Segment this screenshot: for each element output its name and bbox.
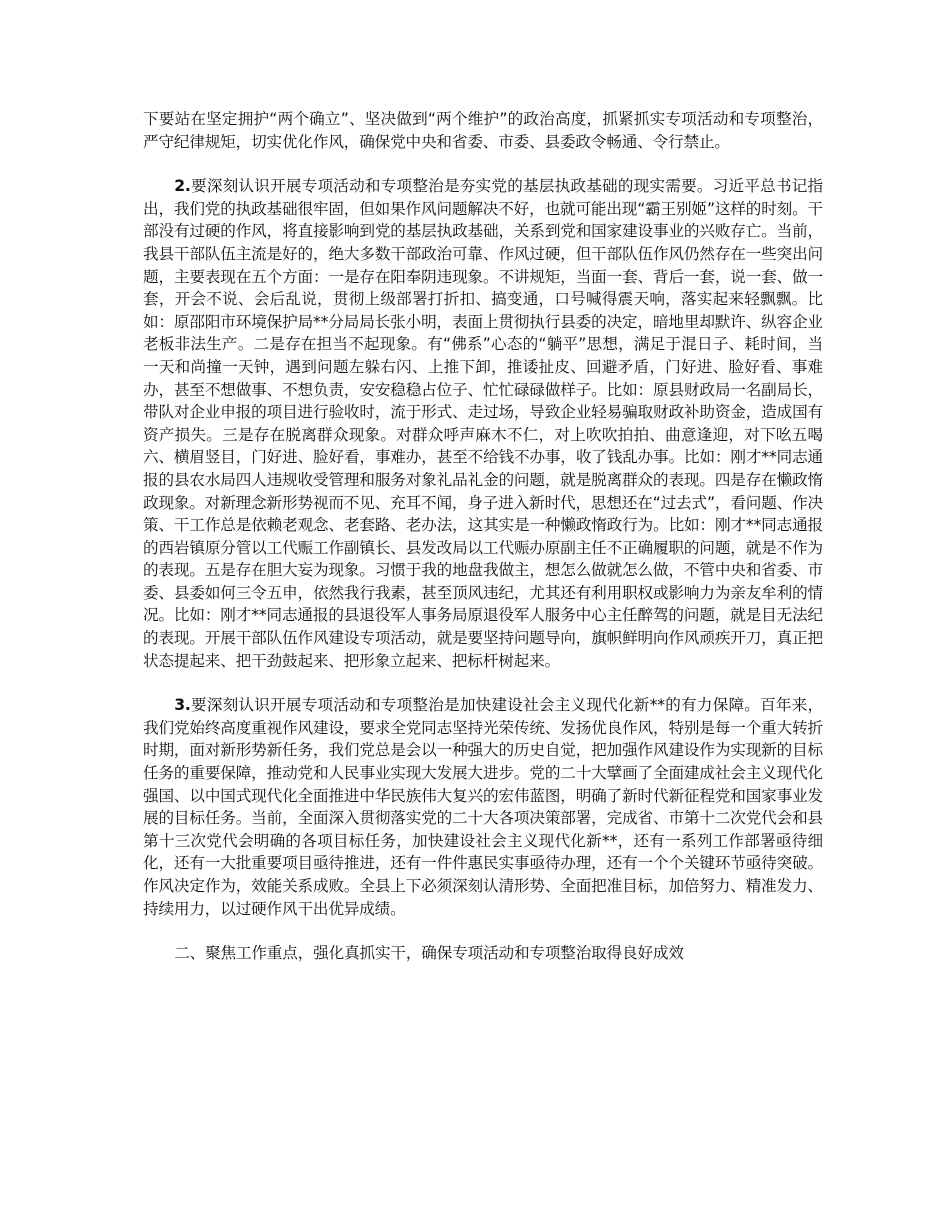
point-heading: 要深刻认识开展专项活动和专项整治是加快建设社会主义现代化新**的有力保障。 bbox=[190, 696, 761, 715]
point-body: 百年来，我们党始终高度重视作风建设，要求全党同志坚持光荣传统、发扬优良作风，特别是每一个重大转折时期，面对新形势新任务，我们党总是会以一种强大的历史自觉，把加强作风建设作为实现新的目标任务的重要保障，推动党和人民事业实现大发展大进步。党的二十大擘画了全面建成社会主义现代化强国、以中国式现代化全面推进中华民族伟大复兴的宏伟蓝图，明确了新时代新征程党和国家事业发展的目标任务。当前，全面深入贯彻落实党的二十大各项决策部署，完成省、市第十二次党代会和县第十三次党代会明确的各项目标任务，加快建设社会主义现代化新**，还有一系列工作部署亟待细化，还有一大批重要项目亟待推进，还有一件件惠民实事亟待办理，还有一个个关键环节亟待突破。作风决定作为，效能关系成败。全县上下必须深刻认清形势、全面把准目标，加倍努力、精准发力、持续用力，以过硬作风干出优异成绩。 bbox=[143, 696, 824, 918]
paragraph-point-3 bbox=[143, 694, 823, 920]
point-number: 2. bbox=[174, 177, 191, 196]
point-number: 3. bbox=[174, 696, 191, 715]
section-heading: 二、聚焦工作重点，强化真抓实干，确保专项活动和专项整治取得良好成效 bbox=[174, 944, 684, 963]
point-body: 习近平总书记指出，我们党的执政基础很牢固，但如果作风问题解决不好，也就可能出现“霸王别姬”这样的时刻。干部没有过硬的作风，将直接影响到党的基层执政基础，关系到党和国家建设事业的兴败存亡。当前，我县干部队伍主流是好的，绝大多数干部政治可靠、作风过硬，但干部队伍作风仍然存在一些突出问题，主要表现在五个方面：一是存在阳奉阴违现象。不讲规矩，当面一套、背后一套，说一套、做一套，开会不说、会后乱说，贯彻上级部署打折扣、搞变通，口号喊得震天响，落实起来轻飘飘。比如：原邵阳市环境保护局**分局局长张小明，表面上贯彻执行县委的决定，暗地里却默许、纵容企业老板非法生产。二是存在担当不起现象。有“佛系”心态的“躺平”思想，满足于混日子、耗时间，当一天和尚撞一天钟，遇到问题左躲右闪、上推下卸，推诿扯皮、回避矛盾，门好进、脸好看、事难办，甚至不想做事、不想负责，安安稳稳占位子、忙忙碌碌做样子。比如：原县财政局一名副局长，带队对企业申报的项目进行验收时，流于形式、走过场，导致企业轻易骗取财政补助资金，造成国有资产损失。三是存在脱离群众现象。对群众呼声麻木不仁，对上吹吹拍拍、曲意逢迎，对下吆五喝六、横眉竖目，门好进、脸好看，事难办，甚至不给钱不办事，收了钱乱办事。比如：刚才**同志通报的县农水局四人违规收受管理和服务对象礼品礼金的问题，就是脱离群众的表现。四是存在懒政惰政现象。对新理念新形势视而不见、充耳不闻，身子进入新时代，思想还在“过去式”，看问题、作决策、干工作总是依赖老观念、老套路、老办法，这其实是一种懒政惰政行为。比如：刚才**同志通报的西岩镇原分管以工代赈工作副镇长、县发改局以工代赈办原副主任不正确履职的问题，就是不作为的表现。五是存在胆大妄为现象。习惯于我的地盘我做主，想怎么做就怎么做，不管中央和省委、市委、县委如何三令五申，依然我行我素，甚至顶风违纪，尤其还有利用职权或影响力为亲友牟利的情况。比如：刚才**同志通报的县退役军人事务局原退役军人服务中心主任醉驾的问题，就是目无法纪的表现。开展干部队伍作风建设专项活动，就是要坚持问题导向，旗帜鲜明向作风顽疾开刀，真正把状态提起来、把干劲鼓起来、把形象立起来、把标杆树起来。 bbox=[143, 177, 823, 670]
paragraph-point-2 bbox=[143, 175, 823, 672]
paragraph-continuation: 下要站在坚定拥护“两个确立”、坚决做到“两个维护”的政治高度，抓紧抓实专项活动和专项整治，严守纪律规矩，切实优化作风，确保党中央和省委、市委、县委政令畅通、令行禁止。 bbox=[143, 110, 823, 151]
document-page bbox=[143, 108, 823, 965]
point-heading: 要深刻认识开展专项活动和专项整治是夯实党的基层执政基础的现实需要。 bbox=[190, 177, 713, 196]
